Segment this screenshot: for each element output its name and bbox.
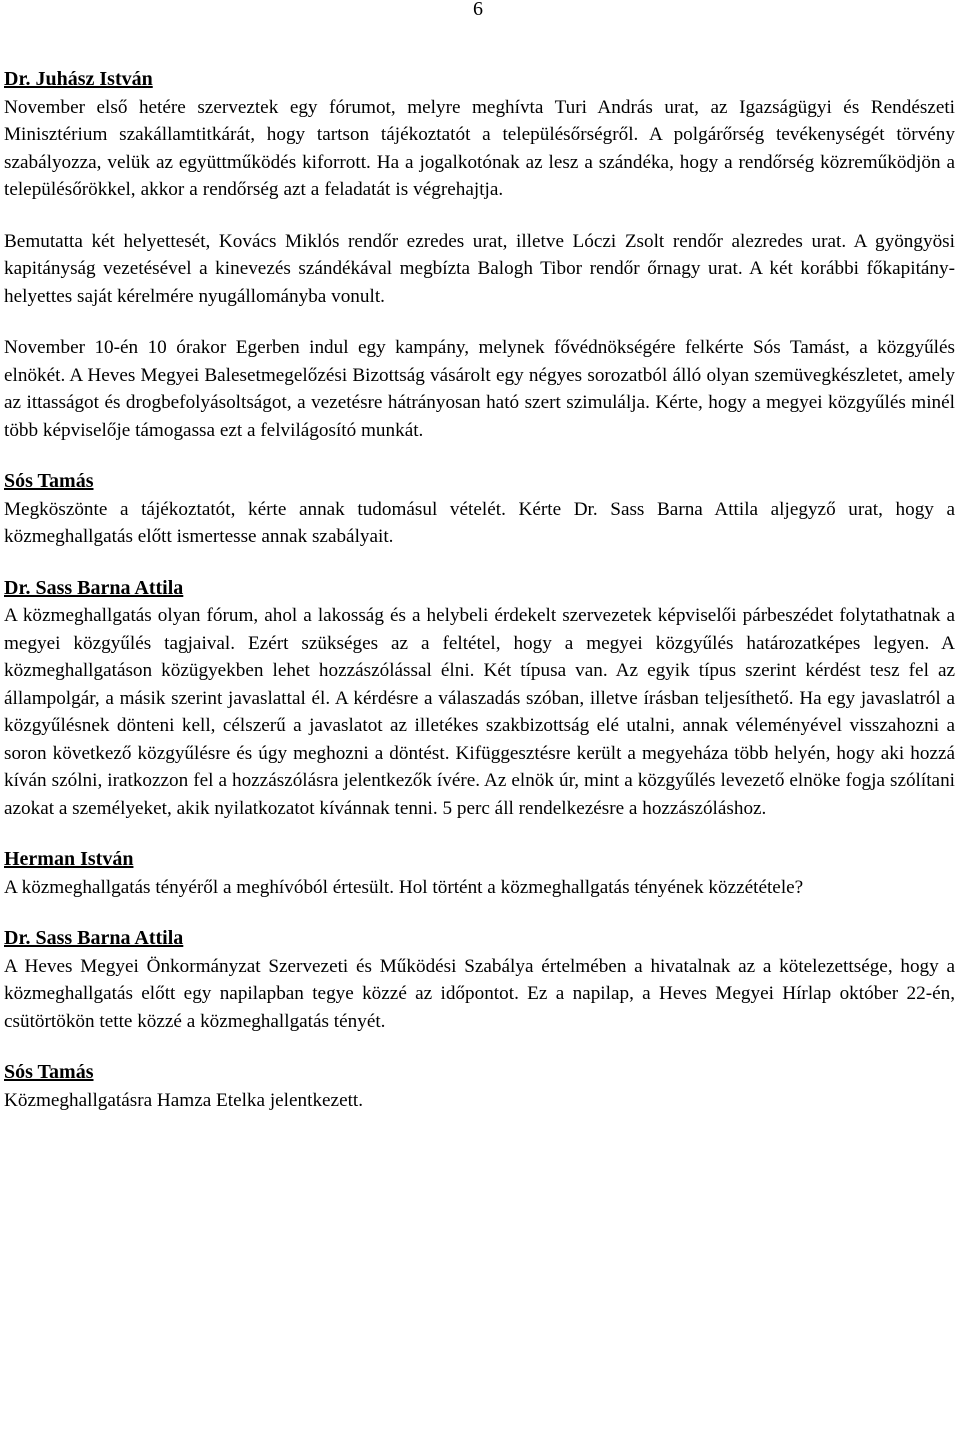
paragraph: November 10-én 10 órakor Egerben indul egy kampány, melynek fővédnökségére felkérte Sós Tamást, a közgyűlés elnökét. A Heves Megyei Balesetmegelőzési Bizottság vásárolt egy négyes sorozatból álló olyan szemüvegkészletet, amely az ittasságot és drogbefolyásoltságot, a vezetésre hátrányosan ható szert szimulálja. Kérte, hogy a megyei közgyűlés minél több képviselője támogassa ezt a felvilágosító munkát. [4,337,955,441]
paragraph: A közmeghallgatás tényéről a meghívóból értesült. Hol történt a közmeghallgatás tényének közzététele? [4,876,804,898]
paragraph: Bemutatta két helyettesét, Kovács Miklós rendőr ezredes urat, illetve Lóczi Zsolt rendőr alezredes urat. A gyöngyösi kapitányság vezetésével a kinevezés szándékával megbízta Balogh Tibor rendőr őrnagy urat. A két korábbi főkapitány-helyettes saját kérelmére nyugállományba vonult. [4,230,955,307]
speaker-name: Dr. Juhász István [4,68,153,90]
speaker-block [4,575,955,823]
document-page [4,0,955,1432]
speaker-block [4,468,955,551]
paragraph: A közmeghallgatás olyan fórum, ahol a lakosság és a helybeli érdekelt szervezetek képviselői párbeszédet folytathatnak a megyei közgyűlés tagjaival. Ezért szükséges az a feltétel, hogy a megyei közgyűlés határozatképes legyen. A közmeghallgatáson közügyekben lehet hozzászólással élni. Két típusa van. Az egyik típus szerint kérdést tesz fel az állampolgár, a másik szerint javaslattal él. A kérdésre a válaszadás szóban, illetve írásban teljesíthető. Ha egy javaslatról a közgyűlésnek dönteni kell, célszerű a javaslatot az illetékes szakbizottság elé utalni, annak véleményével visszahozni a soron következő közgyűlésre és úgy meghozni a döntést. Kifüggesztésre került a megyeháza több helyén, hogy aki hozzá kíván szólni, iratkozzon fel a hozzászólásra jelentkezők ívére. Az elnök úr, mint a közgyűlés levezető elnöke fogja szólítani azokat a személyeket, akik nyilatkozatot kívánnak tenni. 5 perc áll rendelkezésre a hozzászóláshoz. [4,605,955,819]
speaker-block [4,1059,955,1114]
speaker-block [4,66,955,444]
page-number: 6 [473,0,483,20]
speaker-block [4,846,955,901]
paragraph: A Heves Megyei Önkormányzat Szervezeti és Működési Szabálya értelmében a hivatalnak az a kötelezettsége, hogy a közmeghallgatás előtt egy napilapban tegye közzé az időpontot. Ez a napilap, a Heves Megyei Hírlap október 22-én, csütörtökön tette közzé a közmeghallgatás tényét. [4,955,955,1032]
speaker-name: Dr. Sass Barna Attila [4,927,184,949]
speaker-block [4,925,955,1035]
speaker-name: Dr. Sass Barna Attila [4,576,184,599]
paragraph: November első hetére szerveztek egy fórumot, melyre meghívta Turi András urat, az Igazságügyi és Rendészeti Minisztérium szakállamtitkárát, hogy tartson tájékoztatót a településőrségről. A polgárőrség tevékenységét törvény szabályozza, velük az együttműködés kiforrott. Ha a jogalkotónak az lesz a szándéka, hogy a rendőrség közreműködjön a településőrökkel, akkor a rendőrség azt a feladatát is végrehajtja. [4,96,955,200]
speaker-name: Herman István [4,848,134,870]
paragraph: Megköszönte a tájékoztatót, kérte annak tudomásul vételét. Kérte Dr. Sass Barna Attila aljegyző urat, hogy a közmeghallgatás előtt ismertesse annak szabályait. [4,498,955,547]
speaker-name: Sós Tamás [4,470,94,492]
paragraph: Közmeghallgatásra Hamza Etelka jelentkezett. [4,1089,364,1111]
speaker-name: Sós Tamás [4,1061,94,1083]
minutes-body [4,66,955,1138]
